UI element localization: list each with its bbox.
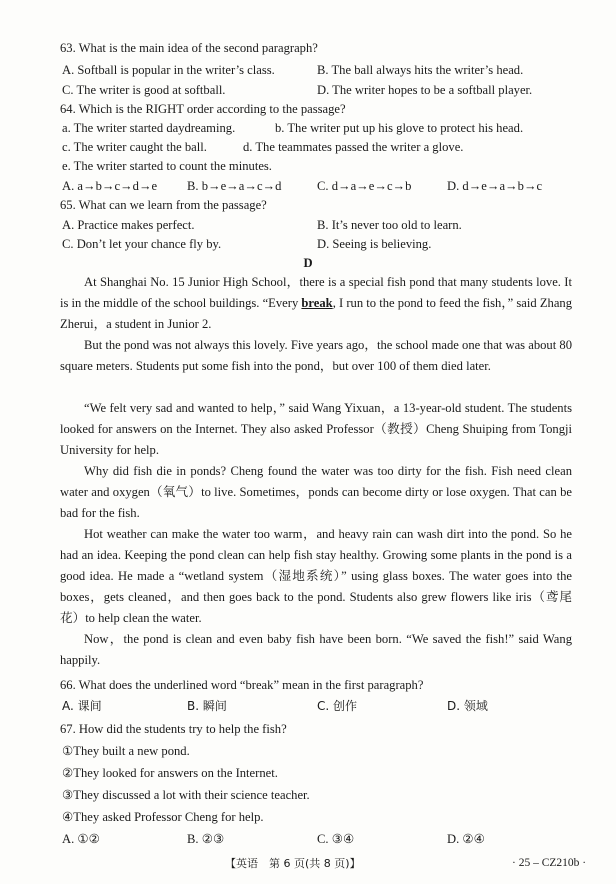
passage-paragraph-5: Hot weather can make the water too warm，and heavy rain can wash dirt into the pond. So he had an idea. Keeping the pond clean can help fish stay healthy. Growing some plants in the pond is a good idea. He made a “wetland system（湿地系统）” using glass boxes. The water goes into the boxes，gets cleaned，and then goes back to the pond. Students also grew flowers like iris（鸢尾花）to help clean the water.	[60, 527, 572, 625]
q66-option-a: A. 课间	[62, 699, 102, 713]
q64-event-e: e. The writer started to count the minutes.	[62, 159, 272, 173]
q64-option-a: A. a→b→c→d→e	[62, 179, 158, 193]
q67-statement-2: ②They looked for answers on the Internet.	[62, 766, 278, 780]
q64-option-d: D. d→e→a→b→c	[447, 179, 543, 193]
q64-event-b: b. The writer put up his glove to protect his head.	[275, 121, 524, 135]
q64-option-b: B. b→e→a→c→d	[187, 179, 282, 193]
passage-paragraph-6: Now，the pond is clean and even baby fish have been born. “We saved the fish!” said Wang happily.	[60, 632, 572, 667]
question-64-stem: 64. Which is the RIGHT order according to the passage?	[60, 102, 346, 116]
q63-option-a: A. Softball is popular in the writer’s class.	[62, 63, 275, 77]
q65-option-c: C. Don’t let your chance fly by.	[62, 237, 222, 251]
footer-code: · 25 – CZ210b ·	[512, 857, 587, 869]
q66-option-c: C. 创作	[317, 699, 358, 713]
section-heading: D	[303, 256, 313, 270]
q66-option-b: B. 瞬间	[187, 699, 227, 713]
q67-option-a: A. ①②	[62, 832, 100, 846]
q63-option-c: C. The writer is good at softball.	[62, 83, 226, 97]
p1-text-end: , I run to the pond to feed the fish，” said Zhang Zherui，a student in Junior 2.	[60, 296, 573, 331]
p1-text-start: At Shanghai No. 15 Junior High School，there is a special fish pond that many students love. It is in the middle of the school buildings. “Every	[60, 275, 572, 310]
question-66-stem: 66. What does the underlined word “break” mean in the first paragraph?	[60, 678, 424, 692]
q64-option-c: C. d→a→e→c→b	[317, 179, 412, 193]
question-65-stem: 65. What can we learn from the passage?	[60, 198, 267, 212]
underlined-word-break: break	[301, 296, 333, 310]
q65-option-d: D. Seeing is believing.	[317, 237, 432, 251]
passage-paragraph-2: But the pond was not always this lovely. Five years ago，the school made one that was about 80 square meters. Students put some fish into the pond，but over 100 of them died later.	[60, 338, 572, 373]
q67-statement-1: ①They built a new pond.	[62, 744, 190, 758]
footer-page-number: 【英语 第 6 页(共 8 页)】	[225, 857, 361, 870]
q66-option-d: D. 领域	[447, 699, 488, 713]
q67-option-d: D. ②④	[447, 832, 485, 846]
q63-option-b: B. The ball always hits the writer’s head.	[317, 63, 524, 77]
passage-paragraph-4: Why did fish die in ponds? Cheng found the water was too dirty for the fish. Fish need clean water and oxygen（氧气）to live. Sometimes，ponds can become dirty or lose oxygen. That can be bad for the fish.	[60, 464, 572, 520]
q67-option-b: B. ②③	[187, 832, 225, 846]
q64-event-a: a. The writer started daydreaming.	[62, 121, 236, 135]
q65-option-a: A. Practice makes perfect.	[62, 218, 195, 232]
q67-statement-3: ③They discussed a lot with their science teacher.	[62, 788, 310, 802]
q67-option-c: C. ③④	[317, 832, 355, 846]
q65-option-b: B. It’s never too old to learn.	[317, 218, 462, 232]
passage-paragraph-3: “We felt very sad and wanted to help，” said Wang Yixuan，a 13-year-old student. The students looked for answers on the Internet. They also asked Professor（教授）Cheng Shuiping from Tongji University for help.	[60, 401, 572, 457]
q63-option-d: D. The writer hopes to be a softball player.	[317, 83, 533, 97]
q67-statement-4: ④They asked Professor Cheng for help.	[62, 810, 264, 824]
question-63-stem: 63. What is the main idea of the second paragraph?	[60, 41, 318, 55]
q64-event-c: c. The writer caught the ball.	[62, 140, 207, 154]
q64-event-d: d. The teammates passed the writer a glove.	[243, 140, 464, 154]
passage-paragraph-1	[60, 272, 572, 335]
question-67-stem: 67. How did the students try to help the fish?	[60, 722, 287, 736]
